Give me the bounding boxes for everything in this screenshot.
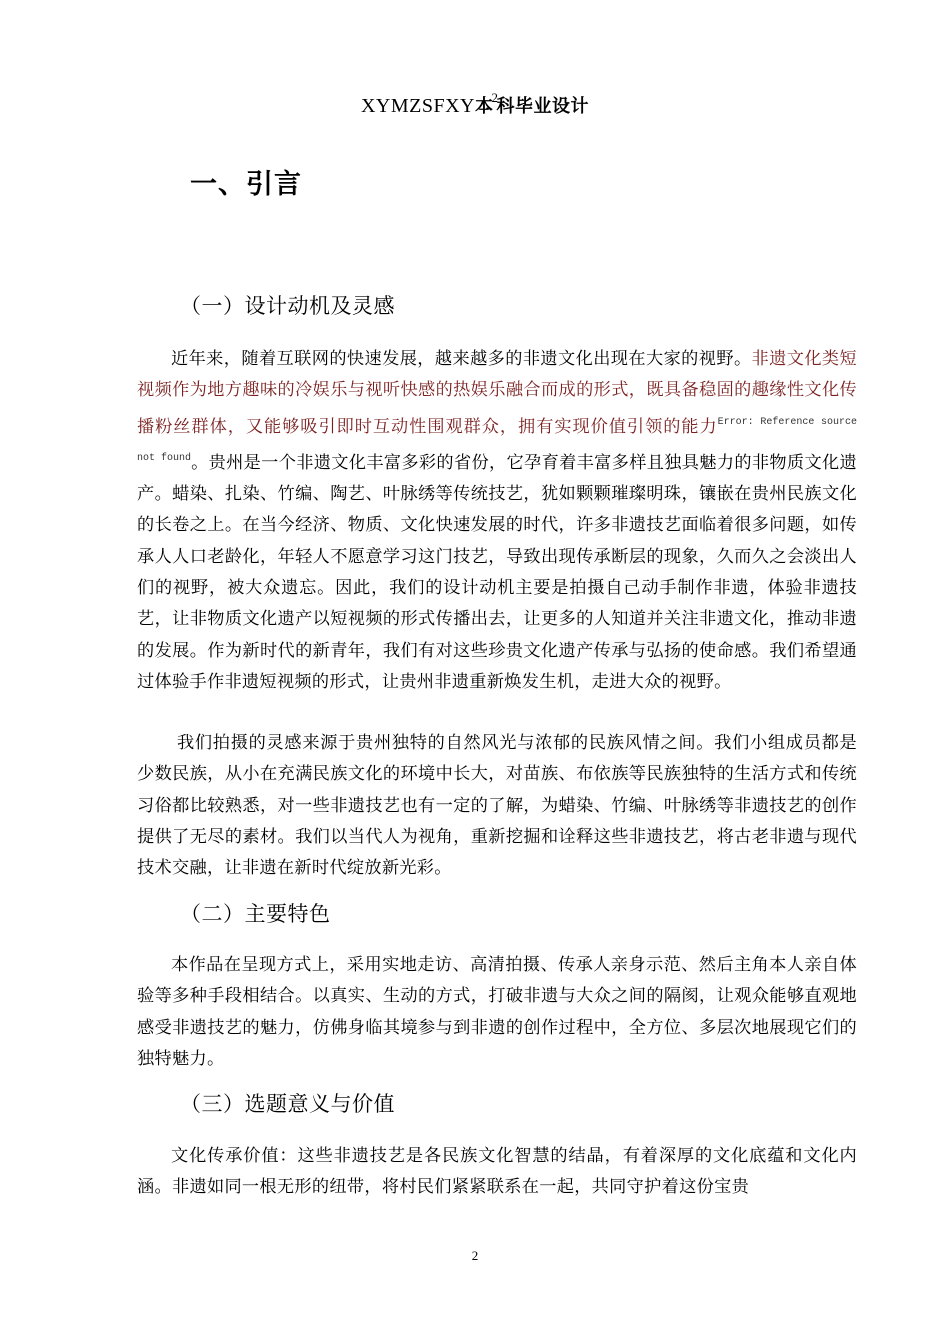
paragraph-significance: 文化传承价值：这些非遗技艺是各民族文化智慧的结晶，有着深厚的文化底蕴和文化内涵。非遗如同一根无形的纽带，将村民们紧紧联系在一起，共同守护着这份宝贵 <box>137 1146 857 1198</box>
paragraph-motivation <box>137 344 857 698</box>
section-heading-motivation: （一）设计动机及灵感 <box>180 294 395 318</box>
paragraph-motivation-highlight: 非遗文化类短视频作为地方趣味的冷娱乐与视听快感的热娱乐融合而成的形式，既具备稳固的趣缘性文化传播粉丝群体，又能够吸引即时互动性围观群众，拥有实现价值引领的能力 <box>137 349 857 437</box>
paragraph-motivation-text-c: 。贵州是一个非遗文化丰富多彩的省份，它孕育着丰富多样且独具魅力的非物质文化遗产。蜡染、扎染、竹编、陶艺、叶脉绣等传统技艺，犹如颗颗璀璨明珠，镶嵌在贵州民族文化的长卷之上。在当今经济、物质、文化快速发展的时代，许多非遗技艺面临着很多问题，如传承人人口老龄化，年轻人不愿意学习这门技艺，导致出现传承断层的现象，久而久之会淡出人们的视野，被大众遗忘。因此，我们的设计动机主要是拍摄自己动手制作非遗，体验非遗技艺，让非物质文化遗产以短视频的形式传播出去，让更多的人知道并关注非遗文化，推动非遗的发展。作为新时代的新青年，我们有对这些珍贵文化遗产传承与弘扬的使命感。我们希望通过体验手作非遗短视频的形式，让贵州非遗重新焕发生机，走进大众的视野。 <box>137 452 857 692</box>
section-heading-features: （二）主要特色 <box>180 902 331 926</box>
page-header <box>0 92 950 118</box>
reference-error-note: Error: Reference source not found <box>137 416 857 464</box>
header-title-part1: 本 <box>475 96 494 117</box>
paragraph-motivation-text-a: 近年来，随着互联网的快速发展，越来越多的非遗文化出现在大家的视野。 <box>171 349 752 369</box>
paragraph-features: 本作品在呈现方式上，采用实地走访、高清拍摄、传承人亲身示范、然后主角本人亲自体验等多种手段相结合。以真实、生动的方式，打破非遗与大众之间的隔阂，让观众能够直观地感受非遗技艺的魅力，仿佛身临其境参与到非遗的创作过程中，全方位、多层次地展现它们的独特魅力。 <box>137 955 857 1069</box>
paragraph-inspiration: 我们拍摄的灵感来源于贵州独特的自然风光与浓郁的民族风情之间。我们小组成员都是少数民族，从小在充满民族文化的环境中长大，对苗族、布依族等民族独特的生活方式和传统习俗都比较熟悉，对一些非遗技艺也有一定的了解，为蜡染、竹编、叶脉绣等非遗技艺的创作提供了无尽的素材。我们以当代人为视角，重新挖掘和诠释这些非遗技艺，将古老非遗与现代技术交融，让非遗在新时代绽放新光彩。 <box>137 733 857 879</box>
chapter-title: 一、引言 <box>190 169 302 200</box>
section-heading-significance: （三）选题意义与价值 <box>180 1092 395 1116</box>
header-code: XYMZSFXY <box>360 95 476 117</box>
page-number: 2 <box>471 1248 479 1263</box>
header-title-part2: 科毕业设计 <box>496 96 590 117</box>
header-superscript: 2 <box>491 90 499 105</box>
